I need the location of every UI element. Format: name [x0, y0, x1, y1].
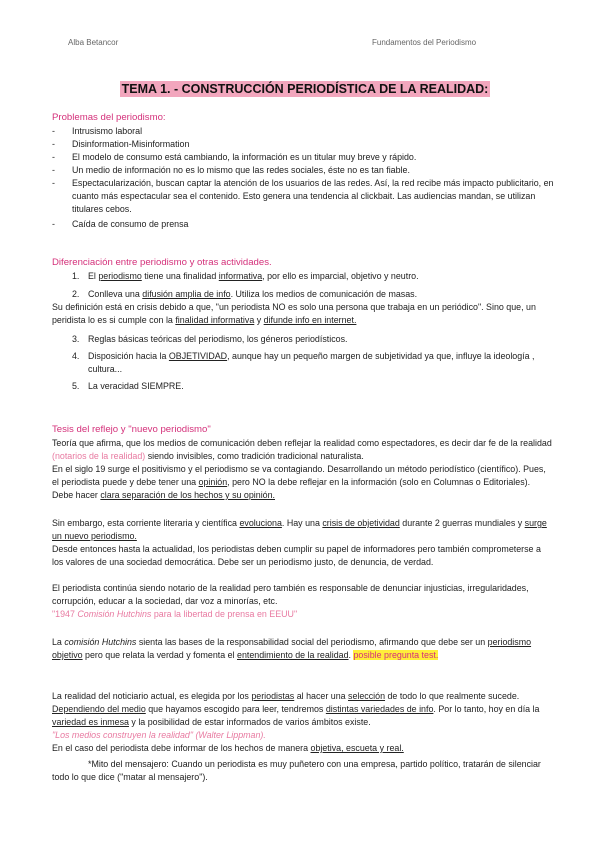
page-title: TEMA 1. - CONSTRUCCIÓN PERIODÍSTICA DE LA REALIDAD: — [121, 82, 489, 96]
paragraph: La realidad del noticiario actual, es elegida por los periodistas al hacer una selección de todo lo que realmente sucede. Dependiendo del medio que hayamos escogido para leer, tendremos distintas variedades de info. Por lo tanto, hoy en día la variedad es inmesa y la posibilidad de estar informados de varios ámbitos existe. — [52, 691, 540, 727]
paragraph: Teoría que afirma, que los medios de comunicación deben reflejar la realidad como espectadores, es decir dar fe de la realidad (notarios de la realidad) siendo invisibles, como tradición tradicional naturalista. — [52, 438, 552, 461]
header-author: Alba Betancor — [68, 38, 119, 47]
paragraph: En el siglo 19 surge el positivismo y el periodismo se va contagiando. Desarrollando un método periodístico (científico). Pues, el periodista puede y debe tener una opinión, pero NO la debe reflejar en la información (solo en Columnas o Editoriales). Debe hacer clara separación de los hechos y su opinión. — [52, 464, 546, 500]
paragraph: Su definición está en crisis debido a que, "un periodista NO es solo una persona que trabaja en un periódico". Sino que, un peridista lo es si cumple con la finalidad informativa y difunde info en internet. — [52, 302, 536, 325]
highlight-note: posible pregunta test. — [353, 650, 439, 660]
list-item: 3. Reglas básicas teóricas del periodismo, los géneros periodísticos. — [72, 334, 348, 344]
header-subject: Fundamentos del Periodismo — [372, 38, 477, 47]
paragraph: La comisión Hutchins sienta las bases de la responsabilidad social del periodismo, afirmando que debe ser un periodismo objetivo pero que relata la verdad y fomenta el entendimiento de la realidad. posible pregunta test. — [52, 637, 532, 660]
citation: "1947 Comisión Hutchins para la libertad de prensa en EEUU" — [52, 609, 298, 619]
list-item: 5. La veracidad SIEMPRE. — [72, 381, 184, 391]
list-item: - Caída de consumo de prensa — [52, 219, 189, 229]
list-item: 4. Disposición hacia la OBJETIVIDAD, aunque hay un pequeño margen de subjetividad ya que, influye la ideología , cultura... — [72, 351, 535, 374]
list-item: - El modelo de consumo está cambiando, la información es un titular muy breve y rápido. — [52, 152, 417, 162]
section-heading-problemas: Problemas del periodismo: — [52, 112, 166, 123]
list-item: - Intrusismo laboral — [52, 126, 143, 136]
paragraph: Sin embargo, esta corriente literaria y científica evoluciona. Hay una crisis de objetividad durante 2 guerras mundiales y surge un nuevo periodismo. — [52, 518, 547, 541]
list-item: - Disinformation-Misinformation — [52, 139, 190, 149]
section-heading-diferenciacion: Diferenciación entre periodismo y otras actividades. — [52, 257, 272, 268]
paragraph-note: *Mito del mensajero: Cuando un periodista es muy puñetero con una empresa, partido político, tratarán de silenciar todo lo que dice ("matar al mensajero"). — [52, 759, 541, 782]
paragraph: En el caso del periodista debe informar de los hechos de manera objetiva, escueta y real. — [52, 743, 404, 753]
paragraph: El periodista continúa siendo notario de la realidad pero también es responsable de denunciar injusticias, irregularidades, corrupción, educar a la sociedad, dar voz a minorías, etc. — [52, 583, 529, 606]
list-item: 2. Conlleva una difusión amplia de info. Utiliza los medios de comunicación de masas. — [72, 289, 418, 299]
list-item: - Un medio de información no es lo mismo que las redes sociales, éste no es tan fiable. — [52, 165, 410, 175]
list-item: - Espectacularización, buscan captar la atención de los usuarios de las redes. Así, la red recibe más impacto publicitario, en cuanto más espectacular sea el contenido. Esto genera una tendencia al clickbait. Las audiencias mandan, se utilizan titulares cebos. — [52, 178, 554, 214]
list-item: 1. El periodismo tiene una finalidad informativa, por ello es imparcial, objetivo y neutro. — [72, 271, 419, 281]
quote: "Los medios construyen la realidad" (Walter Lippman). — [52, 730, 266, 740]
paragraph: Desde entonces hasta la actualidad, los periodistas deben cumplir su papel de informadores pero también comprometerse a los valores de una sociedad democrática. Debe ser un periodismo justo, de denuncia, de verdad. — [52, 544, 541, 567]
section-heading-tesis: Tesis del reflejo y "nuevo periodismo" — [52, 424, 211, 435]
